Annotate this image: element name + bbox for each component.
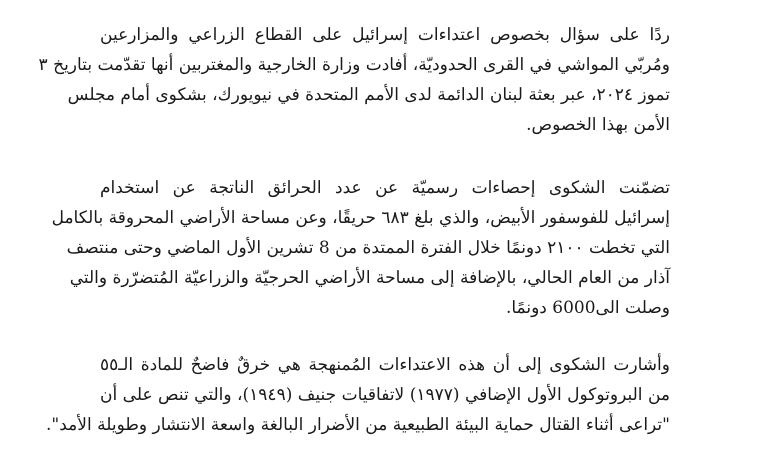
text-line: من البروتوكول الأول الإضافي (١٩٧٧) لاتفاقيات جنيف (١٩٤٩)، والتي تنص على أن [100,385,671,405]
text-line: ردًا على سؤال بخصوص اعتداءات إسرائيل على القطاع الزراعي والمزارعين [100,25,670,45]
text-line: تموز ٢٠٢٤، عبر بعثة لبنان الدائمة لدى الأمم المتحدة في نيويورك، بشكوى أمام مجلس [67,85,670,105]
paragraph-fire-statistics [51,173,670,323]
paragraph-geneva-protocol [46,350,671,440]
text-line: "تراعى أثناء القتال حماية البيئة الطبيعية من الأضرار البالغة واسعة الانتشار وطويلة الأمد". [46,415,670,435]
text-line: آذار من العام الحالي، بالإضافة إلى مساحة الأراضي الحرجيّة والزراعيّة المُتضرّرة والتي [69,268,670,288]
paragraph-complaint-intro [38,20,670,140]
text-line: ومُربّي المواشي في القرى الحدوديّة، أفادت وزارة الخارجية والمغتربين أنها تقدّمت بتاريخ ٣ [38,55,670,75]
text-line: وأشارت الشكوى إلى أن هذه الاعتداءات المُمنهجة هي خرقٌ فاضحٌ للمادة الـ٥٥ [100,355,670,375]
text-line: الأمن بهذا الخصوص. [526,115,670,135]
text-line: التي تخطت ٢١٠٠ دونمًا خلال الفترة الممتدة من 8 تشرين الأول الماضي وحتى منتصف [66,238,670,258]
text-line: إسرائيل للفوسفور الأبيض، والذي بلغ ٦٨٣ حريقًا، وعن مساحة الأراضي المحروقة بالكامل [51,208,670,228]
text-line: تضمّنت الشكوى إحصاءات رسميّة عن عدد الحرائق الناتجة عن استخدام [100,178,670,198]
text-line: وصلت الى6000 دونمًا. [505,298,670,318]
